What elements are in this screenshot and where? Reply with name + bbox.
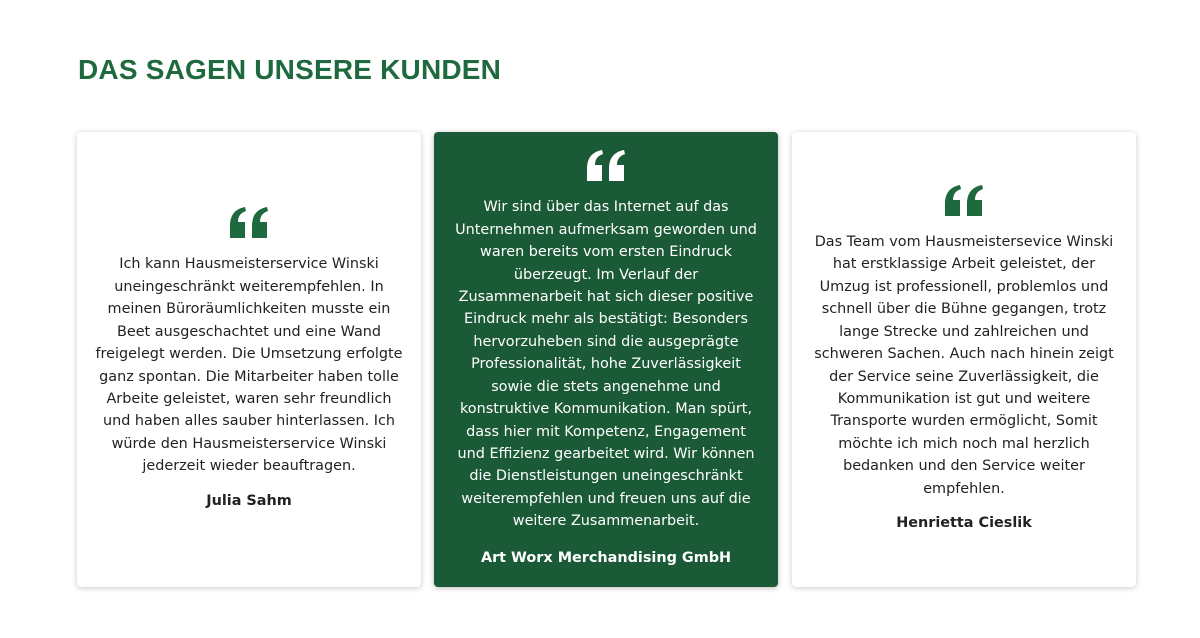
testimonial-author: Art Worx Merchandising GmbH <box>480 549 732 566</box>
quote-icon <box>943 185 985 217</box>
testimonial-card-highlighted <box>434 132 778 587</box>
testimonial-card <box>792 132 1136 587</box>
testimonial-author: Julia Sahm <box>206 492 292 509</box>
testimonial-text: Das Team vom Hausmeistersevice Winski hat erstklassige Arbeit geleistet, der Umzug ist professionell, problemlos und schnell über die Bühne gegangen, trotz lange Strecke und zahlreichen und schweren Sachen. Auch nach hinein zeigt der Service seine Zuverlässigkeit, die Kommunikation ist gut und weitere Transporte wurden ermöglicht, Somit möchte ich mich noch mal herzlich bedanken und den Service weiter empfehlen. <box>814 234 1114 497</box>
testimonials-list <box>77 132 1136 587</box>
testimonial-text: Wir sind über das Internet auf das Unternehmen aufmerksam geworden und waren bereits vom ersten Eindruck überzeugt. Im Verlauf der Zusammenarbeit hat sich dieser positive Eindruck mehr als bestätigt: Besonders hervorzuheben sind die ausgeprägte Professionalität, hohe Zuverlässigkeit sowie die stets angenehme und konstruktive Kommunikation. Man spürt, dass hier mit Kompetenz, Engagement und Effizienz gearbeitet wird. Wir können die Dienstleistungen uneingeschränkt weiterempfehlen und freuen uns auf die weitere Zusammenarbeit. <box>455 199 757 530</box>
testimonial-author: Henrietta Cieslik <box>896 514 1032 531</box>
quote-icon <box>228 207 270 239</box>
section-title: DAS SAGEN UNSERE KUNDEN <box>78 54 502 85</box>
testimonial-text: Ich kann Hausmeisterservice Winski uneingeschränkt weiterempfehlen. In meinen Büroräumlichkeiten musste ein Beet ausgeschachtet und eine Wand freigelegt werden. Die Umsetzung erfolgte ganz spontan. Die Mitarbeiter haben tolle Arbeite geleistet, waren sehr freundlich und haben alles sauber hinterlassen. Ich würde den Hausmeisterservice Winski jederzeit wieder beauftragen. <box>95 256 403 475</box>
testimonial-card <box>77 132 421 587</box>
quote-icon <box>585 150 627 182</box>
